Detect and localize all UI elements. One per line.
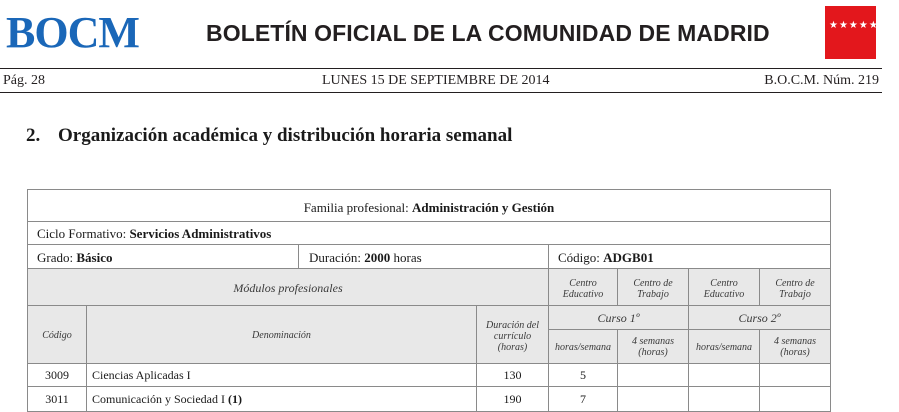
- col-codigo: [27, 305, 87, 364]
- table-row-2-c2-4sem: [759, 386, 831, 412]
- curriculum-table: [27, 189, 831, 410]
- cell-text: 130: [503, 368, 522, 382]
- table-row-2-c2-horas: [688, 386, 760, 412]
- cell-text: 3011: [45, 392, 69, 406]
- c2-centro-educativo-label: Centro Educativo: [703, 278, 745, 300]
- issue-number: B.O.C.M. Núm. 219: [764, 73, 879, 88]
- section-heading: [26, 124, 512, 148]
- section-number: 2.: [26, 125, 41, 146]
- curso2-header: [688, 305, 831, 330]
- table-row-2-codigo: [27, 386, 87, 412]
- section-title: Organización académica y distribución horaria semanal: [58, 125, 513, 146]
- cell-text: [92, 368, 191, 383]
- c2-cuatro-semanas: [759, 329, 831, 364]
- c1-horas-semana-label: horas/semana: [554, 342, 612, 353]
- col-denominacion-label: Denominación: [252, 330, 311, 341]
- c2-cuatro-semanas-label: 4 semanas (horas): [774, 336, 816, 358]
- c1-centro-trabajo: [617, 268, 689, 306]
- col-codigo-label: Código: [42, 330, 72, 341]
- c2-horas-semana: [688, 329, 760, 364]
- page-number: Pág. 28: [3, 73, 45, 88]
- table-row-1-duracion: [476, 363, 549, 387]
- c1-horas-semana: [548, 329, 618, 364]
- cell-text: 5: [580, 368, 586, 382]
- c1-cuatro-semanas-label: 4 semanas (horas): [632, 336, 674, 358]
- col-duracion-label: Duración del currículo (horas): [485, 320, 540, 353]
- table-row-1-c2-4sem: [759, 363, 831, 387]
- modulos-header: [27, 268, 549, 306]
- grado-label: Grado:: [37, 250, 74, 265]
- c1-centro-educativo: [548, 268, 618, 306]
- codigo-label: Código:: [558, 250, 600, 265]
- cell-text: [92, 392, 242, 407]
- table-row-1-c1-4sem: [617, 363, 689, 387]
- duracion-cell: [298, 244, 549, 269]
- codigo-cell: [548, 244, 831, 269]
- ciclo-row: [27, 221, 831, 245]
- c1-centro-trabajo-label: Centro de Trabajo: [633, 278, 673, 300]
- codigo-value: ADGB01: [603, 250, 654, 265]
- header-rule-bottom: [0, 92, 882, 93]
- cell-text: 7: [580, 392, 586, 406]
- duracion-label: Duración:: [309, 250, 361, 265]
- denominacion-text: Comunicación y Sociedad I: [92, 392, 225, 406]
- table-row-1-denominacion: [86, 363, 477, 387]
- table-row-2-denominacion: [86, 386, 477, 412]
- col-denominacion: [86, 305, 477, 364]
- c2-horas-semana-label: horas/semana: [695, 342, 753, 353]
- grado-value: Básico: [76, 250, 113, 265]
- c1-cuatro-semanas: [617, 329, 689, 364]
- table-row-1-codigo: [27, 363, 87, 387]
- familia-label: Familia profesional:: [303, 200, 409, 215]
- c2-centro-educativo: [688, 268, 760, 306]
- curso1-header: [548, 305, 689, 330]
- table-row-2-c1-horas: [548, 386, 618, 412]
- cell-text: 3009: [45, 368, 69, 382]
- col-duracion: [476, 305, 549, 364]
- flag-stars-icon: ★★★★★★★: [829, 20, 899, 31]
- ciclo-label: Ciclo Formativo:: [37, 226, 127, 241]
- ciclo-value: Servicios Administrativos: [129, 226, 272, 241]
- header-rule-top: [0, 68, 882, 69]
- duracion-unit: horas: [393, 250, 422, 265]
- issue-date: LUNES 15 DE SEPTIEMBRE DE 2014: [322, 73, 550, 88]
- denominacion-note: (1): [227, 392, 242, 406]
- madrid-flag-icon: [825, 6, 899, 59]
- familia-value: Administración y Gestión: [412, 200, 555, 215]
- c1-centro-educativo-label: Centro Educativo: [562, 278, 604, 300]
- c2-centro-trabajo-label: Centro de Trabajo: [775, 278, 815, 300]
- modulos-header-label: Módulos profesionales: [233, 281, 343, 295]
- duracion-value: 2000: [364, 250, 391, 265]
- familia-row: [27, 189, 831, 222]
- gazette-title: BOLETÍN OFICIAL DE LA COMUNIDAD DE MADRID: [206, 20, 770, 46]
- table-row-1-c2-horas: [688, 363, 760, 387]
- cell-text: 190: [503, 392, 522, 406]
- curso2-label: Curso 2º: [738, 311, 781, 325]
- denominacion-text: Ciencias Aplicadas I: [92, 368, 191, 382]
- c2-centro-trabajo: [759, 268, 831, 306]
- grado-cell: [27, 244, 299, 269]
- table-row-2-duracion: [476, 386, 549, 412]
- bocm-logo: BOCM: [6, 8, 139, 57]
- curso1-label: Curso 1º: [597, 311, 640, 325]
- table-row-1-c1-horas: [548, 363, 618, 387]
- table-row-2-c1-4sem: [617, 386, 689, 412]
